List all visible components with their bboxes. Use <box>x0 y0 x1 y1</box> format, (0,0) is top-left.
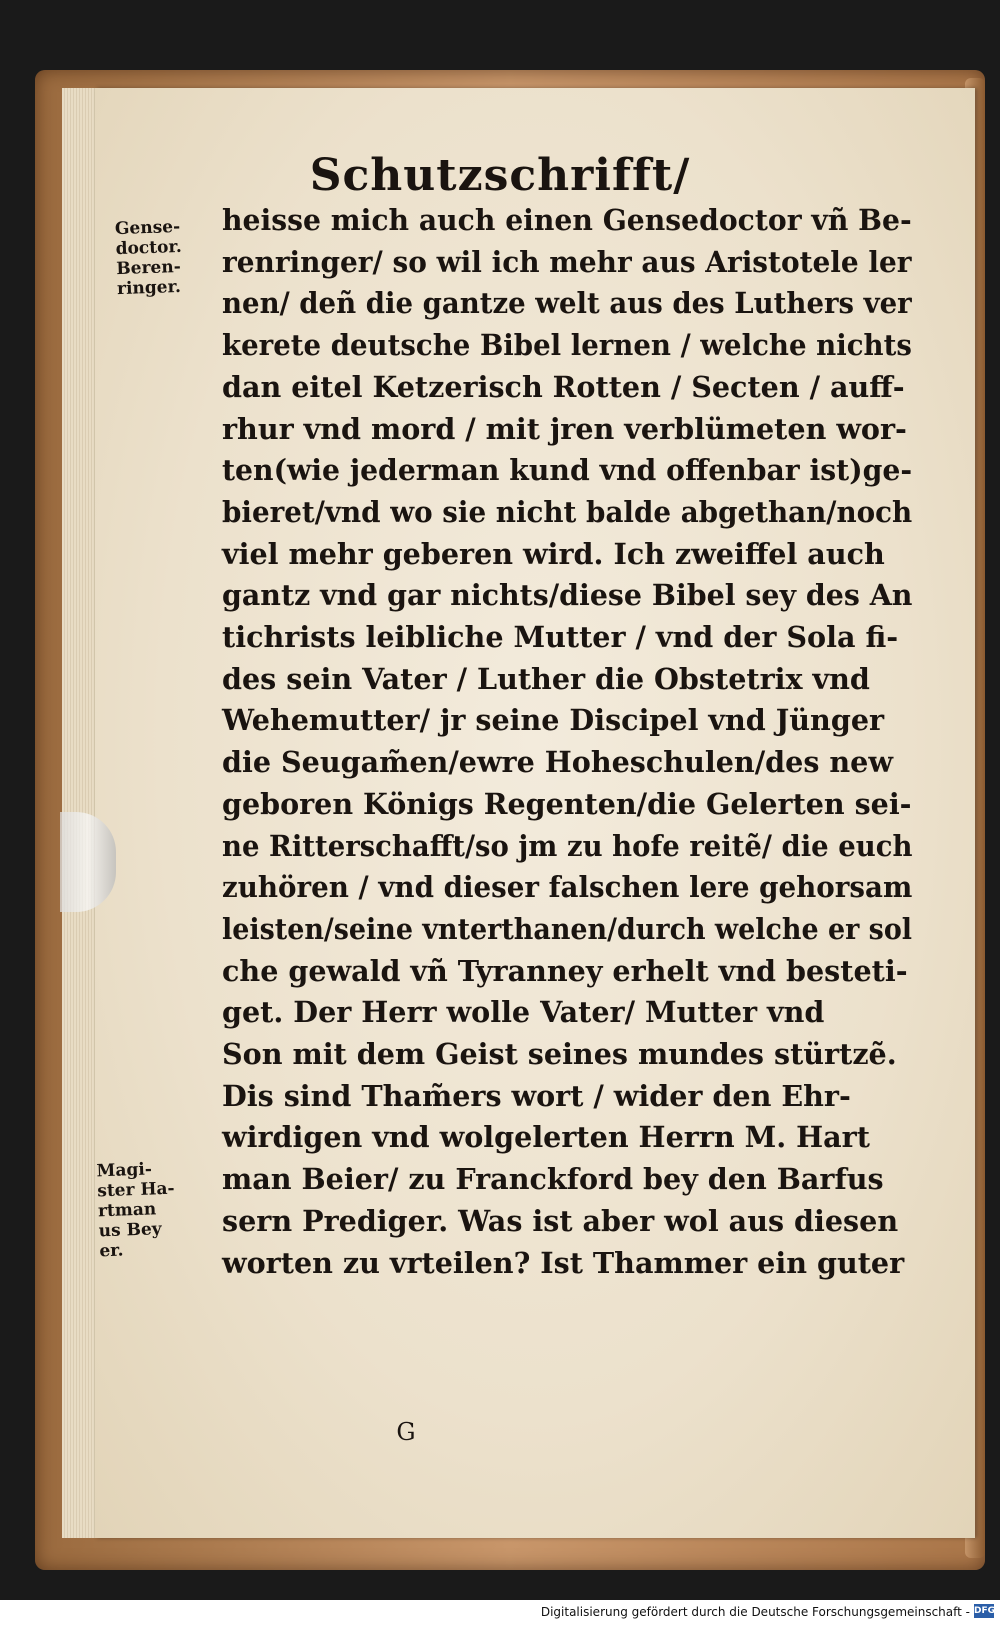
signature-mark: G <box>396 1418 416 1446</box>
margin-note-line: Gense- <box>114 216 181 240</box>
text-line: tichrists leibliche Mutter / vnd der Sola fi- <box>222 620 899 655</box>
running-head: Schutzschrifft/ <box>309 150 691 201</box>
text-line: leisten/seine vnterthanen/durch welche er sol <box>222 911 913 946</box>
dfg-logo-icon: DFG <box>974 1606 996 1616</box>
text-line: get. Der Herr wolle Vater/ Mutter vnd <box>222 995 825 1030</box>
margin-note-line: Beren- <box>116 256 182 280</box>
text-line: Dis sind Tham̃ers wort / wider den Ehr- <box>222 1078 851 1113</box>
text-line: Wehemutter/ jr seine Discipel vnd Jünger <box>222 703 885 738</box>
text-line: renringer/ so wil ich mehr aus Aristotele ler <box>222 244 912 279</box>
text-line: viel mehr geberen wird. Ich zweiffel auch <box>222 536 885 571</box>
footer-credit: Digitalisierung gefördert durch die Deutsche Forschungsgemeinschaft - <box>540 1605 970 1619</box>
text-line: des sein Vater / Luther die Obstetrix vnd <box>222 661 870 696</box>
text-line: bieret/vnd wo sie nicht balde abgethan/noch <box>222 494 913 529</box>
margin-note-lower <box>96 1159 177 1262</box>
text-line: ne Ritterschafft/so jm zu hofe reitẽ/ die euch <box>222 828 913 863</box>
text-line: die Seugam̃en/ewre Hoheschulen/des new <box>222 745 893 780</box>
text-line: wirdigen vnd wolgelerten Herrn M. Hart <box>222 1120 870 1155</box>
margin-note-line: us Bey <box>98 1219 162 1242</box>
text-line: geboren Königs Regenten/die Gelerten sei- <box>222 786 912 821</box>
text-line: kerete deutsche Bibel lernen / welche nichts <box>222 328 912 363</box>
margin-note-line: ster Ha- <box>96 1178 175 1202</box>
margin-note-line: er. <box>99 1240 124 1262</box>
text-line: sern Prediger. Was ist aber wol aus diesen <box>222 1203 899 1238</box>
margin-note-line: Magi- <box>96 1159 153 1182</box>
text-line: rhur vnd mord / mit jren verblümeten wor- <box>222 411 907 446</box>
text-line: gantz vnd gar nichts/diese Bibel sey des An <box>222 578 913 613</box>
text-line: zuhören / vnd dieser falschen lere gehorsam <box>222 870 913 905</box>
text-line: ten(wie jederman kund vnd offenbar ist)ge- <box>222 453 913 488</box>
margin-note-upper <box>115 217 184 299</box>
text-line: nen/ deñ die gantze welt aus des Luthers ver <box>222 286 912 321</box>
margin-note-line: ringer. <box>116 276 182 300</box>
margin-note-line: doctor. <box>115 236 183 260</box>
text-line: dan eitel Ketzerisch Rotten / Secten / auff- <box>222 369 905 404</box>
text-line: Son mit dem Geist seines mundes stürtzẽ. <box>222 1037 897 1072</box>
text-line: che gewald vñ Tyranney erhelt vnd besteti- <box>222 953 908 988</box>
text-line: worten zu vrteilen? Ist Thammer ein guter <box>222 1245 905 1280</box>
margin-note-line: rtman <box>97 1199 157 1222</box>
text-line: heisse mich auch einen Gensedoctor vñ Be- <box>222 203 912 237</box>
body-text <box>222 200 922 1284</box>
text-line: man Beier/ zu Franckford bey den Barfus <box>222 1162 884 1197</box>
